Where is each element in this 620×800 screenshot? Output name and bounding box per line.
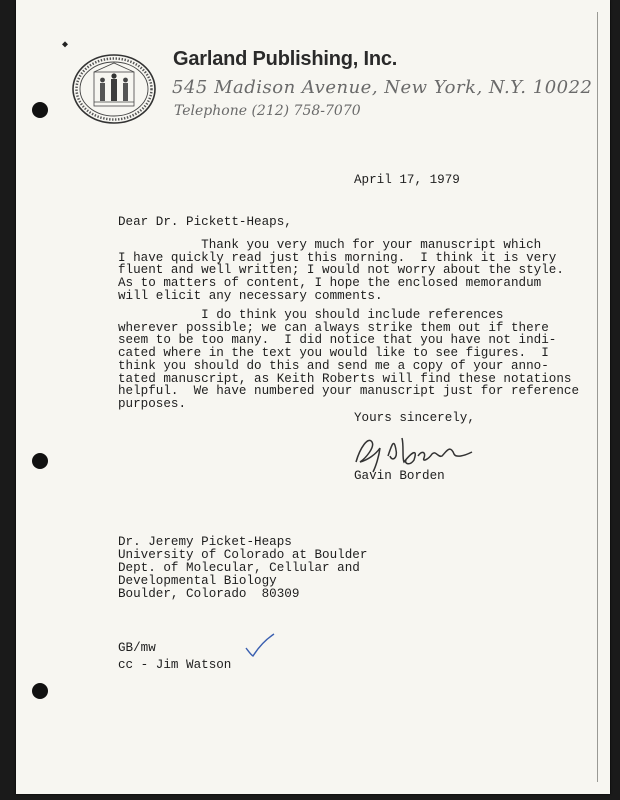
body-paragraph-2: I do think you should include references wherever possible; we can always strike them out if there seem to be too many. I did notice that you have not indi- cated where in the text you would like to see figures. I think you should do this and send me a copy of your anno- tated manuscript, as Keith Roberts will find these notations helpful. We have numbered your manuscript just for reference purposes.	[118, 308, 580, 411]
closing: Yours sincerely,	[354, 411, 475, 425]
salutation: Dear Dr. Pickett-Heaps,	[118, 215, 292, 229]
letter-date: April 17, 1979	[354, 173, 460, 187]
page-edge-line	[597, 12, 598, 782]
recipient-line-4: Boulder, Colorado 80309	[118, 587, 300, 601]
binder-hole-middle	[32, 453, 48, 469]
binder-hole-top	[32, 102, 48, 118]
ink-mark: ◆	[62, 40, 69, 51]
binder-hole-bottom	[32, 683, 48, 699]
recipient-line-2: Dept. of Molecular, Cellular and	[118, 561, 360, 575]
body-paragraph-1: Thank you very much for your manuscript which I have quickly read just this morning. I think it is very fluent and well written; I would not worry about the style. As to matters of content, I hope the enclosed memorandum will elicit any necessary comments.	[118, 238, 564, 303]
recipient-name: Dr. Jeremy Picket-Heaps	[118, 535, 292, 549]
recipient-line-3: Developmental Biology	[118, 574, 277, 588]
company-telephone: Telephone (212) 758-7070	[174, 103, 361, 119]
handwritten-check-mark	[244, 632, 276, 658]
cc-line: cc - Jim Watson	[118, 658, 232, 672]
company-address: 545 Madison Avenue, New York, N.Y. 10022	[172, 77, 593, 98]
letter-page	[16, 0, 610, 794]
handwritten-signature	[346, 422, 506, 474]
recipient-line-1: University of Colorado at Boulder	[118, 548, 368, 562]
signer-name: Gavin Borden	[354, 469, 445, 483]
company-seal-logo	[70, 52, 158, 126]
typist-initials: GB/mw	[118, 641, 156, 655]
company-name: Garland Publishing, Inc.	[173, 48, 398, 70]
